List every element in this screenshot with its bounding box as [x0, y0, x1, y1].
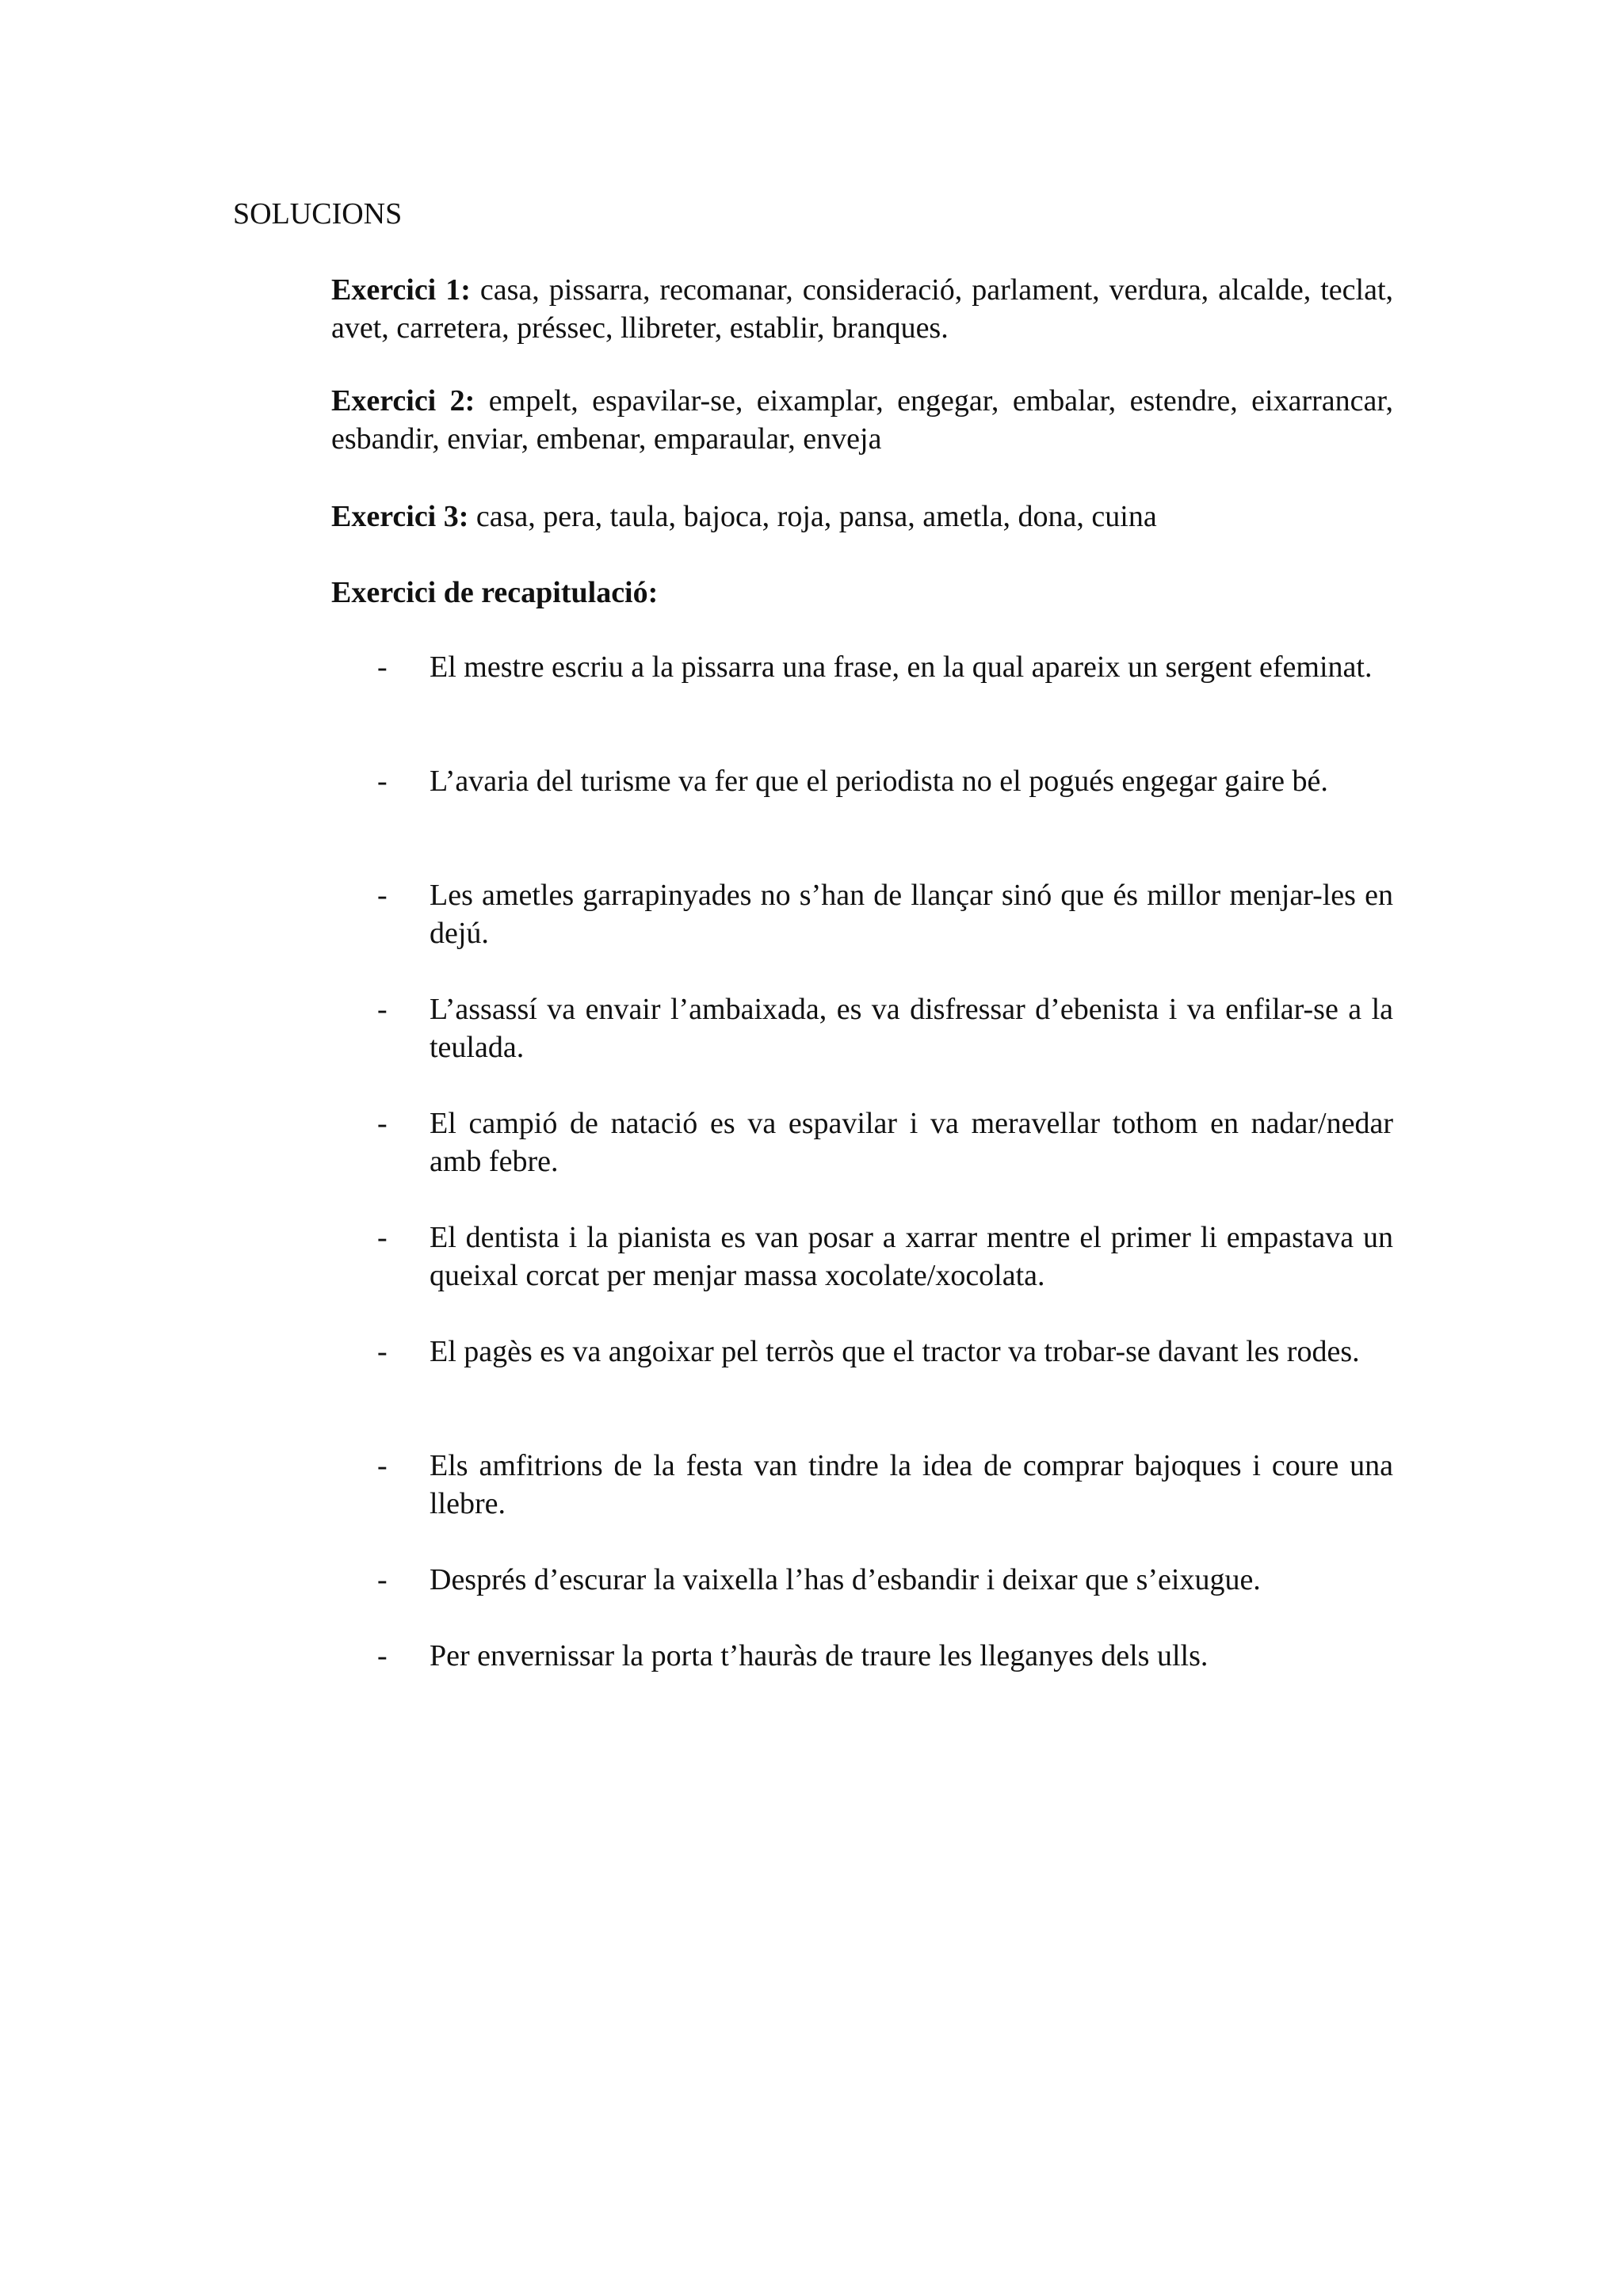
exercise-1-answers: casa, pissarra, recomanar, consideració, parlament, verdura, alcalde, teclat, avet, carretera, préssec, llibreter, establir, branques.	[331, 273, 1394, 345]
exercise-3-answers: casa, pera, taula, bajoca, roja, pansa, ametla, dona, cuina	[475, 500, 1157, 533]
list-item	[372, 1219, 1393, 1295]
list-item	[372, 1637, 1393, 1675]
exercise-3	[331, 498, 1393, 536]
list-item-text: Després d’escurar la vaixella l’has d’esbandir i deixar que s’eixugue.	[430, 1563, 1261, 1596]
list-item-text: El mestre escriu a la pissarra una frase, en la qual apareix un sergent efeminat.	[430, 650, 1373, 684]
list-item-text: El campió de natació es va espavilar i va meravellar tothom en nadar/nedar amb febre.	[430, 1107, 1393, 1178]
list-item	[372, 876, 1393, 952]
exercise-2-answers: empelt, espavilar-se, eixamplar, engegar, embalar, estendre, eixarrancar, esbandir, enviar, embenar, emparaular, enveja	[331, 384, 1393, 456]
list-bullet: -	[377, 993, 388, 1026]
list-bullet: -	[377, 879, 388, 912]
list-bullet: -	[377, 1335, 388, 1368]
list-item-text: Les ametles garrapinyades no s’han de llançar sinó que és millor menjar-les en dejú.	[430, 879, 1393, 950]
exercise-3-label: Exercici 3:	[331, 500, 469, 533]
list-bullet: -	[377, 1449, 388, 1482]
exercise-1	[331, 271, 1393, 347]
list-item	[372, 990, 1393, 1066]
list-item	[372, 1447, 1393, 1523]
list-bullet: -	[377, 1221, 388, 1254]
recap-heading: Exercici de recapitulació:	[331, 576, 659, 609]
list-item-text: L’avaria del turisme va fer que el periodista no el pogués engegar gaire bé.	[430, 765, 1328, 798]
list-item-text: L’assassí va envair l’ambaixada, es va disfressar d’ebenista i va enfilar-se a la teulada.	[430, 993, 1393, 1064]
list-item	[372, 1561, 1393, 1599]
list-item-text: Els amfitrions de la festa van tindre la idea de comprar bajoques i coure una llebre.	[430, 1449, 1393, 1520]
list-item	[372, 1333, 1393, 1371]
list-bullet: -	[377, 765, 388, 798]
exercise-2-label: Exercici 2:	[331, 384, 475, 418]
list-item-text: El dentista i la pianista es van posar a xarrar mentre el primer li empastava un queixal corcat per menjar massa xocolate/xocolata.	[430, 1221, 1393, 1292]
list-bullet: -	[377, 650, 388, 684]
page-title: SOLUCIONS	[233, 197, 403, 231]
list-item	[372, 762, 1393, 800]
exercise-2	[331, 382, 1393, 458]
list-bullet: -	[377, 1107, 388, 1140]
exercise-1-label: Exercici 1:	[331, 273, 471, 307]
list-item	[372, 648, 1393, 686]
list-bullet: -	[377, 1639, 388, 1672]
list-item	[372, 1104, 1393, 1180]
list-bullet: -	[377, 1563, 388, 1596]
list-item-text: Per envernissar la porta t’hauràs de traure les lleganyes dels ulls.	[430, 1639, 1209, 1672]
list-item-text: El pagès es va angoixar pel terròs que el tractor va trobar-se davant les rodes.	[430, 1335, 1360, 1368]
